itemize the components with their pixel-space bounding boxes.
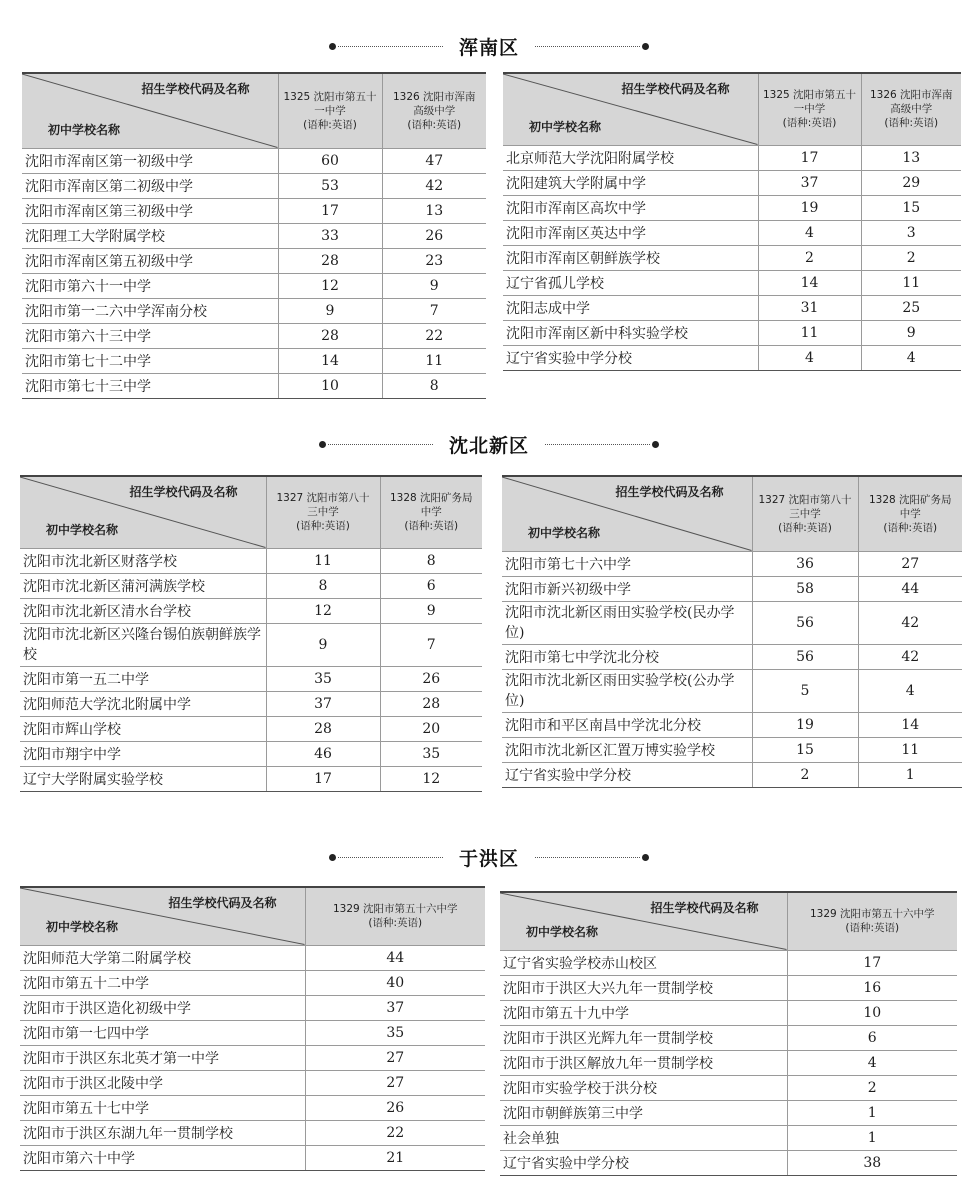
quota-cell: 4 [758,345,861,370]
quota-cell: 1 [787,1100,957,1125]
quota-cell: 40 [305,970,485,995]
quota-cell: 42 [858,644,962,669]
school-name-cell: 沈阳市翔宇中学 [20,741,266,766]
table-row [20,741,482,766]
quota-cell: 4 [787,1050,957,1075]
school-code-header [758,73,861,145]
header-top-label: 招生学校代码及名称 [615,485,724,499]
table-row [20,548,482,573]
quota-cell: 15 [752,737,858,762]
quota-cell: 17 [266,766,380,791]
school-code-header [382,73,486,148]
quota-cell: 28 [380,691,482,716]
table-row [20,1020,485,1045]
table-row [20,1095,485,1120]
table-row [22,198,486,223]
header-line: 1326 沈阳市浑南 [869,89,953,102]
header-row [502,476,962,551]
quota-cell: 16 [787,975,957,1000]
school-name-cell: 沈阳建筑大学附属中学 [503,170,758,195]
table-row [22,373,486,398]
table-row [502,644,962,669]
quota-cell: 14 [758,270,861,295]
quota-cell: 42 [382,173,486,198]
school-name-cell: 沈阳市第六十三中学 [22,323,278,348]
quota-cell: 9 [861,320,961,345]
table-row [22,348,486,373]
quota-cell: 8 [380,548,482,573]
table-row [20,623,482,666]
quota-cell: 2 [758,245,861,270]
table-row [500,1025,957,1050]
school-name-cell: 沈阳市第一二六中学浑南分校 [22,298,278,323]
table-row [502,762,962,787]
header-corner-cell [20,887,305,945]
quota-cell: 27 [858,551,962,576]
header-top-label: 招生学校代码及名称 [129,485,238,499]
quota-cell: 26 [305,1095,485,1120]
section-title-hunnan [0,32,978,60]
quota-cell: 1 [858,762,962,787]
quota-cell: 46 [266,741,380,766]
quota-cell: 17 [787,950,957,975]
quota-cell: 11 [382,348,486,373]
header-line: 1328 沈阳矿务局 [868,493,952,506]
quota-cell: 4 [758,220,861,245]
quota-cell: 53 [278,173,382,198]
school-name-cell: 沈阳市浑南区新中科实验学校 [503,320,758,345]
quota-cell: 17 [278,198,382,223]
quota-cell: 9 [382,273,486,298]
header-top-label: 招生学校代码及名称 [650,901,759,915]
school-name-cell: 沈阳市浑南区高坎中学 [503,195,758,220]
section-title-text: 于洪区 [458,847,519,870]
header-line: 1329 沈阳市第五十六中学 [332,903,458,916]
quota-cell: 9 [380,598,482,623]
quota-cell: 13 [861,145,961,170]
table-row [502,712,962,737]
school-name-cell: 沈阳市于洪区东湖九年一贯制学校 [20,1120,305,1145]
header-line: (语种:英语) [778,521,832,534]
school-name-cell: 沈阳师范大学沈北附属中学 [20,691,266,716]
school-name-cell: 沈阳志成中学 [503,295,758,320]
quota-cell: 7 [380,623,482,666]
header-bottom-label: 初中学校名称 [46,522,119,537]
quota-cell: 11 [861,270,961,295]
school-name-cell: 沈阳市第一七四中学 [20,1020,305,1045]
school-name-cell: 沈阳市于洪区造化初级中学 [20,995,305,1020]
school-code-header [278,73,382,148]
quota-cell: 33 [278,223,382,248]
quota-cell: 56 [752,601,858,644]
quota-cell: 21 [305,1145,485,1170]
quota-cell: 25 [861,295,961,320]
school-name-cell: 沈阳市第一五二中学 [20,666,266,691]
section-title-yuhong [0,843,978,871]
quota-cell: 26 [380,666,482,691]
table-shenbei-left [20,475,482,792]
quota-cell: 23 [382,248,486,273]
table-row [503,195,961,220]
table-row [502,601,962,644]
table-row [20,995,485,1020]
header-line: 1326 沈阳市浑南 [392,90,476,103]
table-row [500,1050,957,1075]
section-title-shenbei [0,430,978,458]
table-row [20,1145,485,1170]
school-name-cell: 辽宁省实验中学分校 [500,1150,787,1175]
header-line: 一中学 [793,103,826,116]
header-corner-cell [502,476,752,551]
school-name-cell: 社会单独 [500,1125,787,1150]
table-row [500,1075,957,1100]
section-title-text: 浑南区 [458,36,519,59]
header-line: 1327 沈阳市第八十 [758,493,852,506]
school-name-cell: 辽宁省孤儿学校 [503,270,758,295]
school-name-cell: 辽宁省实验学校赤山校区 [500,950,787,975]
school-name-cell: 沈阳市新兴初级中学 [502,576,752,601]
quota-cell: 56 [752,644,858,669]
table-row [22,223,486,248]
table-row [20,766,482,791]
school-name-cell: 沈阳市和平区南昌中学沈北分校 [502,712,752,737]
bullet-dot-icon [319,441,326,448]
quota-cell: 22 [382,323,486,348]
school-name-cell: 沈阳市浑南区第一初级中学 [22,148,278,173]
header-line: 中学 [899,507,921,520]
school-name-cell: 沈阳市第七十二中学 [22,348,278,373]
school-name-cell: 沈阳市沈北新区兴隆台锡伯族朝鲜族学校 [20,623,266,666]
quota-cell: 31 [758,295,861,320]
quota-cell: 14 [858,712,962,737]
quota-cell: 58 [752,576,858,601]
quota-cell: 10 [278,373,382,398]
school-name-cell: 辽宁省实验中学分校 [503,345,758,370]
quota-cell: 28 [278,248,382,273]
quota-cell: 27 [305,1070,485,1095]
header-line: (语种:英语) [404,520,459,533]
quota-cell: 22 [305,1120,485,1145]
school-name-cell: 沈阳市第六十一中学 [22,273,278,298]
table-row [503,245,961,270]
header-corner-cell [20,476,266,548]
table-row [20,598,482,623]
header-bottom-label: 初中学校名称 [529,119,602,134]
header-top-label: 招生学校代码及名称 [141,82,250,96]
quota-cell: 12 [278,273,382,298]
bullet-dot-icon [642,854,649,861]
quota-cell: 2 [787,1075,957,1100]
header-line: 高级中学 [413,104,456,117]
school-name-cell: 沈阳市第五十九中学 [500,1000,787,1025]
table-row [22,273,486,298]
header-line: 一中学 [314,104,346,117]
table-row [503,270,961,295]
school-name-cell: 沈阳理工大学附属学校 [22,223,278,248]
dotted-line [545,444,650,445]
quota-cell: 36 [752,551,858,576]
header-line: (语种:英语) [296,520,350,533]
quota-cell: 5 [752,669,858,712]
header-bottom-label: 初中学校名称 [46,919,119,934]
school-name-cell: 沈阳市浑南区朝鲜族学校 [503,245,758,270]
table-shenbei-right [502,475,962,788]
school-name-cell: 沈阳市第七十六中学 [502,551,752,576]
school-name-cell: 沈阳市沈北新区蒲河满族学校 [20,573,266,598]
table-row [500,975,957,1000]
quota-cell: 2 [861,245,961,270]
table-row [502,669,962,712]
quota-cell: 11 [266,548,380,573]
header-line: 1329 沈阳市第五十六中学 [809,908,935,921]
table-row [503,295,961,320]
header-line: (语种:英语) [845,922,900,935]
table-row [22,298,486,323]
header-row [20,476,482,548]
school-code-header [861,73,961,145]
school-name-cell: 沈阳市浑南区英达中学 [503,220,758,245]
table-row [503,320,961,345]
header-line: (语种:英语) [303,118,357,131]
header-line: (语种:英语) [368,917,423,930]
table-row [500,1125,957,1150]
school-name-cell: 沈阳市浑南区第二初级中学 [22,173,278,198]
table-hunnan-left [22,72,486,399]
table-row [502,551,962,576]
table-row [503,170,961,195]
dotted-line [535,46,640,47]
quota-cell: 19 [752,712,858,737]
table-row [22,148,486,173]
school-name-cell: 沈阳市沈北新区汇置万博实验学校 [502,737,752,762]
quota-cell: 37 [758,170,861,195]
school-name-cell: 辽宁省实验中学分校 [502,762,752,787]
school-name-cell: 沈阳市于洪区北陵中学 [20,1070,305,1095]
table-yuhong-left [20,886,485,1171]
quota-cell: 9 [266,623,380,666]
header-top-label: 招生学校代码及名称 [168,896,277,910]
school-name-cell: 沈阳市于洪区东北英才第一中学 [20,1045,305,1070]
quota-cell: 12 [380,766,482,791]
dotted-line [338,46,443,47]
table-row [500,950,957,975]
quota-cell: 47 [382,148,486,173]
header-corner-cell [22,73,278,148]
quota-cell: 38 [787,1150,957,1175]
header-line: 1328 沈阳矿务局 [389,492,473,505]
header-line: 三中学 [789,507,821,520]
quota-cell: 4 [861,345,961,370]
school-name-cell: 沈阳市沈北新区雨田实验学校(公办学位) [502,669,752,712]
school-name-cell: 沈阳市第六十中学 [20,1145,305,1170]
school-name-cell: 沈阳市沈北新区清水台学校 [20,598,266,623]
header-line: (语种:英语) [782,117,837,130]
table-row [22,173,486,198]
header-line: 中学 [420,506,442,519]
table-row [20,666,482,691]
school-name-cell: 沈阳市第五十七中学 [20,1095,305,1120]
bullet-dot-icon [329,854,336,861]
bullet-dot-icon [652,441,659,448]
quota-cell: 44 [858,576,962,601]
quota-cell: 27 [305,1045,485,1070]
header-line: 高级中学 [890,103,933,116]
header-top-label: 招生学校代码及名称 [621,82,730,96]
school-name-cell: 沈阳市于洪区解放九年一贯制学校 [500,1050,787,1075]
quota-cell: 3 [861,220,961,245]
quota-cell: 29 [861,170,961,195]
school-name-cell: 沈阳市于洪区大兴九年一贯制学校 [500,975,787,1000]
quota-cell: 2 [752,762,858,787]
quota-cell: 10 [787,1000,957,1025]
quota-cell: 60 [278,148,382,173]
school-code-header [380,476,482,548]
header-line: 1325 沈阳市第五十 [283,90,377,103]
school-name-cell: 沈阳市第五十二中学 [20,970,305,995]
header-row [22,73,486,148]
quota-cell: 8 [382,373,486,398]
quota-cell: 26 [382,223,486,248]
table-row [500,1150,957,1175]
table-row [500,1100,957,1125]
quota-cell: 11 [758,320,861,345]
dotted-line [328,444,433,445]
header-corner-cell [500,892,787,950]
header-row [503,73,961,145]
table-row [20,691,482,716]
quota-cell: 20 [380,716,482,741]
quota-cell: 28 [266,716,380,741]
header-corner-cell [503,73,758,145]
table-row [20,970,485,995]
quota-cell: 12 [266,598,380,623]
dotted-line [535,857,640,858]
school-name-cell: 沈阳市第七中学沈北分校 [502,644,752,669]
table-row [20,573,482,598]
header-line: 三中学 [307,506,339,519]
school-name-cell: 沈阳市沈北新区雨田实验学校(民办学位) [502,601,752,644]
quota-cell: 9 [278,298,382,323]
table-row [503,145,961,170]
header-bottom-label: 初中学校名称 [528,525,601,540]
table-row [22,323,486,348]
school-code-header [787,892,957,950]
quota-cell: 7 [382,298,486,323]
school-code-header [266,476,380,548]
table-row [22,248,486,273]
quota-cell: 19 [758,195,861,220]
quota-cell: 17 [758,145,861,170]
header-bottom-label: 初中学校名称 [526,924,599,939]
quota-cell: 28 [278,323,382,348]
table-row [20,1070,485,1095]
quota-cell: 13 [382,198,486,223]
table-row [20,716,482,741]
quota-cell: 11 [858,737,962,762]
table-row [500,1000,957,1025]
header-line: (语种:英语) [884,117,939,130]
school-name-cell: 沈阳师范大学第二附属学校 [20,945,305,970]
quota-cell: 37 [305,995,485,1020]
school-name-cell: 沈阳市实验学校于洪分校 [500,1075,787,1100]
school-code-header [858,476,962,551]
quota-cell: 14 [278,348,382,373]
header-bottom-label: 初中学校名称 [48,122,121,137]
header-row [20,887,485,945]
school-name-cell: 辽宁大学附属实验学校 [20,766,266,791]
quota-cell: 35 [380,741,482,766]
school-name-cell: 沈阳市于洪区光辉九年一贯制学校 [500,1025,787,1050]
section-title-text: 沈北新区 [448,434,529,457]
table-hunnan-right [503,72,961,371]
table-row [502,576,962,601]
school-name-cell: 北京师范大学沈阳附属学校 [503,145,758,170]
quota-cell: 35 [266,666,380,691]
quota-cell: 6 [380,573,482,598]
school-code-header [305,887,485,945]
header-line: 1325 沈阳市第五十 [762,89,857,102]
school-name-cell: 沈阳市沈北新区财落学校 [20,548,266,573]
table-row [503,345,961,370]
header-line: (语种:英语) [883,521,938,534]
quota-cell: 15 [861,195,961,220]
table-row [20,945,485,970]
table-row [502,737,962,762]
bullet-dot-icon [329,43,336,50]
school-name-cell: 沈阳市浑南区第三初级中学 [22,198,278,223]
table-row [20,1045,485,1070]
school-name-cell: 沈阳市第七十三中学 [22,373,278,398]
table-row [503,220,961,245]
header-line: (语种:英语) [407,118,462,131]
table-yuhong-right [500,891,957,1176]
quota-cell: 37 [266,691,380,716]
school-code-header [752,476,858,551]
school-name-cell: 沈阳市朝鲜族第三中学 [500,1100,787,1125]
quota-cell: 44 [305,945,485,970]
quota-cell: 1 [787,1125,957,1150]
bullet-dot-icon [642,43,649,50]
header-line: 1327 沈阳市第八十 [276,492,370,505]
header-row [500,892,957,950]
table-row [20,1120,485,1145]
quota-cell: 4 [858,669,962,712]
school-name-cell: 沈阳市浑南区第五初级中学 [22,248,278,273]
quota-cell: 6 [787,1025,957,1050]
quota-cell: 35 [305,1020,485,1045]
school-name-cell: 沈阳市辉山学校 [20,716,266,741]
dotted-line [338,857,443,858]
quota-cell: 8 [266,573,380,598]
quota-cell: 42 [858,601,962,644]
